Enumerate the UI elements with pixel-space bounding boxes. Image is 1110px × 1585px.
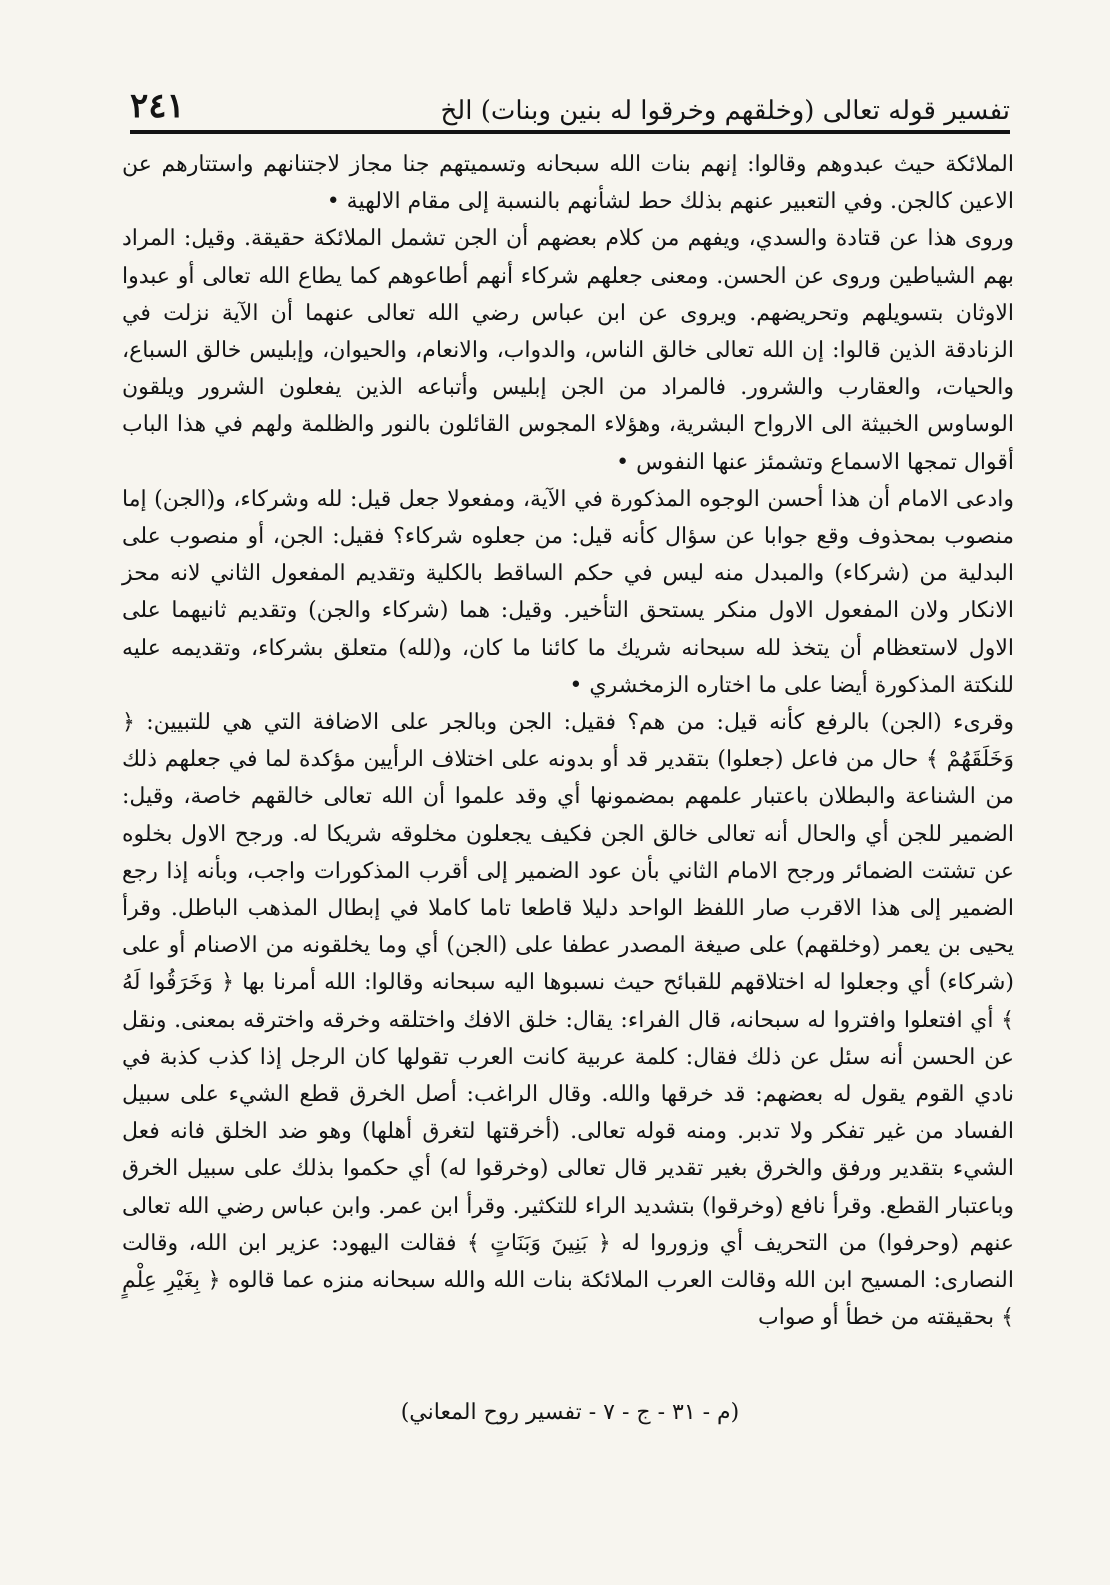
- page-number: ٢٤١: [130, 86, 185, 126]
- running-header: [130, 82, 1010, 126]
- footer-signature: (م - ٣١ - ج - ٧ - تفسير روح المعاني): [400, 1400, 740, 1425]
- paragraph-2: وروى هذا عن قتادة والسدي، ويفهم من كلام بعضهم أن الجن تشمل الملائكة حقيقة. وقيل: المراد بهم الشياطين وروى عن الحسن. ومعنى جعلهم شركاء أنهم أطاعوهم كما يطاع الله تعالى أو عبدوا الاوثان بتسويلهم وتحريضهم. ويروى عن ابن عباس رضي الله تعالى عنهما أن الآية نزلت في الزنادقة الذين قالوا: إن الله تعالى خالق الناس، والدواب، والانعام، والحيوان، وإبليس خالق السباع، والحيات، والعقارب والشرور. فالمراد من الجن إبليس وأتباعه الذين يفعلون الشرور ويلقون الوساوس الخبيثة الى الارواح البشرية، وهؤلاء المجوس القائلون بالنور والظلمة ولهم في هذا الباب أقوال تمجها الاسماع وتشمئز عنها النفوس •: [122, 226, 1015, 475]
- paragraph-4: وقرىء (الجن) بالرفع كأنه قيل: من هم؟ فقيل: الجن وبالجر على الاضافة التي هي للتبيين: ﴿ وَخَلَقَهُمْ ﴾ حال من فاعل (جعلوا) بتقدير قد أو بدونه على اختلاف الرأيين مؤكدة لما في جعلهم ذلك من الشناعة والبطلان باعتبار علمهم بمضمونها أي وقد علموا أن الله تعالى خالقهم خاصة، وقيل: الضمير للجن أي والحال أنه تعالى خالق الجن فكيف يجعلون مخلوقه شريكا له. ورجح الاول بخلوه عن تشتت الضمائر ورجح الامام الثاني بأن عود الضمير إلى أقرب المذكورات واجب، وبأنه إذا رجع الضمير إلى هذا الاقرب صار اللفظ الواحد دليلا قاطعا تاما كاملا في إبطال المذهب الباطل. وقرأ يحيى بن يعمر (وخلقهم) على صيغة المصدر عطفا على (الجن) أي وما يخلقونه من الاصنام أو على (شركاء) أي وجعلوا له اختلاقهم للقبائح حيث نسبوها اليه سبحانه وقالوا: الله أمرنا بها ﴿ وَخَرَقُوا لَهُ ﴾ أي افتعلوا وافتروا له سبحانه، قال الفراء: يقال: خلق الافك واختلقه وخرقه واخترقه بمعنى. ونقل عن الحسن أنه سئل عن ذلك فقال: كلمة عربية كانت العرب تقولها كان الرجل إذا كذب كذبة في نادي القوم يقول له بعضهم: قد خرقها والله. وقال الراغب: أصل الخرق قطع الشيء على سبيل الفساد من غير تفكر ولا تدبر. ومنه قوله تعالى. (أخرقتها لتغرق أهلها) وهو ضد الخلق فانه فعل الشيء بتقدير ورفق والخرق بغير تقدير قال تعالى (وخرقوا له) أي حكموا بذلك على سبيل الخرق وباعتبار القطع. وقرأ نافع (وخرقوا) بتشديد الراء للتكثير. وقرأ ابن عمر. وابن عباس رضي الله تعالى عنهم (وحرفوا) من التحريف أي وزوروا له ﴿ بَنِينَ وَبَنَاتٍ ﴾ فقالت اليهود: عزير ابن الله، وقالت النصارى: المسيح ابن الله وقالت العرب الملائكة بنات الله والله سبحانه منزه عما قالوه ﴿ بِغَيْرِ عِلْمٍ ﴾ بحقيقته من خطأ أو صواب: [122, 710, 1014, 1331]
- paragraph-3: وادعى الامام أن هذا أحسن الوجوه المذكورة في الآية، ومفعولا جعل قيل: لله وشركاء، و(الجن) إما منصوب بمحذوف وقع جوابا عن سؤال كأنه قيل: من جعلوه شركاء؟ فقيل: الجن، أو منصوب على البدلية من (شركاء) والمبدل منه ليس في حكم الساقط بالكلية وتقديم المفعول الثاني لانه محز الانكار ولان المفعول الاول منكر يستحق التأخير. وقيل: هما (شركاء والجن) وتقديم ثانيهما على الاول لاستعظام أن يتخذ لله سبحانه شريك ما كائنا ما كان، و(لله) متعلق بشركاء، وتقديمه عليه للنكتة المذكورة أيضا على ما اختاره الزمخشري •: [122, 486, 1014, 698]
- header-title: تفسير قوله تعالى (وخلقهم وخرقوا له بنين وبنات) الخ: [440, 96, 1010, 126]
- paragraph-1: الملائكة حيث عبدوهم وقالوا: إنهم بنات الله سبحانه وتسميتهم جنا مجاز لاجتنانهم واستتارهم عن الاعين كالجن. وفي التعبير عنهم بذلك حط لشأنهم بالنسبة إلى مقام الالهية •: [122, 152, 1014, 215]
- body-text: [122, 146, 1014, 1337]
- header-rule: [130, 130, 1010, 134]
